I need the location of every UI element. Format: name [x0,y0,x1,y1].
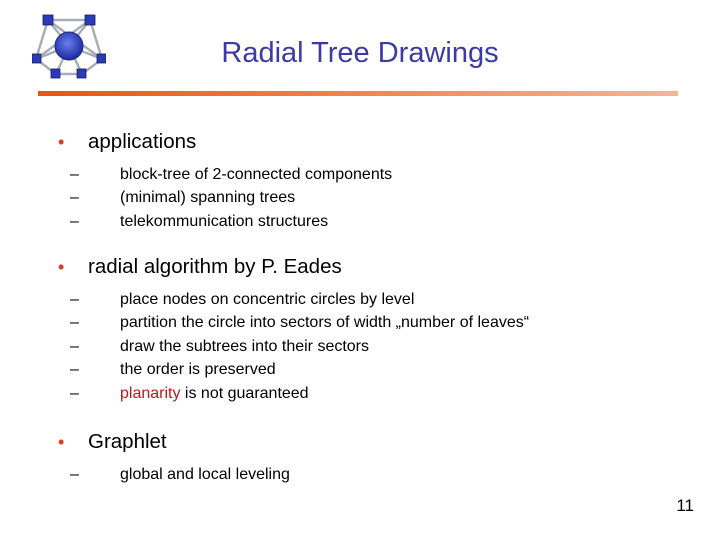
title-divider [38,91,678,96]
graph-network-icon [32,14,106,80]
highlight-term: planarity [120,384,181,402]
page-number: 11 [676,496,694,515]
section-radial-algorithm [58,255,529,406]
list-item: – draw the subtrees into their sectors [70,337,370,355]
list-item: – place nodes on concentric circles by level [70,290,415,308]
bullet-icon: • [58,257,65,277]
list-item: – partition the circle into sectors of width „number of leaves“ [70,314,530,332]
bullet-icon: • [58,432,65,452]
list-item: – global and local leveling [70,465,290,483]
section-graphlet [58,430,290,486]
list-item: – (minimal) spanning trees [70,189,296,207]
list-item: – telekommunication structures [70,212,329,230]
section-heading: Graphlet [88,430,167,453]
sub-list [58,463,290,487]
list-item: – planarity is not guaranteed [70,384,309,402]
slide-title: Radial Tree Drawings [221,37,499,69]
sub-list [58,288,529,406]
section-applications [58,130,392,233]
bullet-icon: • [58,132,65,152]
sub-list [58,163,392,234]
section-heading: radial algorithm by P. Eades [88,255,342,278]
section-heading: applications [88,130,197,153]
list-item: – block-tree of 2-connected components [70,165,393,183]
list-item: – the order is preserved [70,361,276,379]
